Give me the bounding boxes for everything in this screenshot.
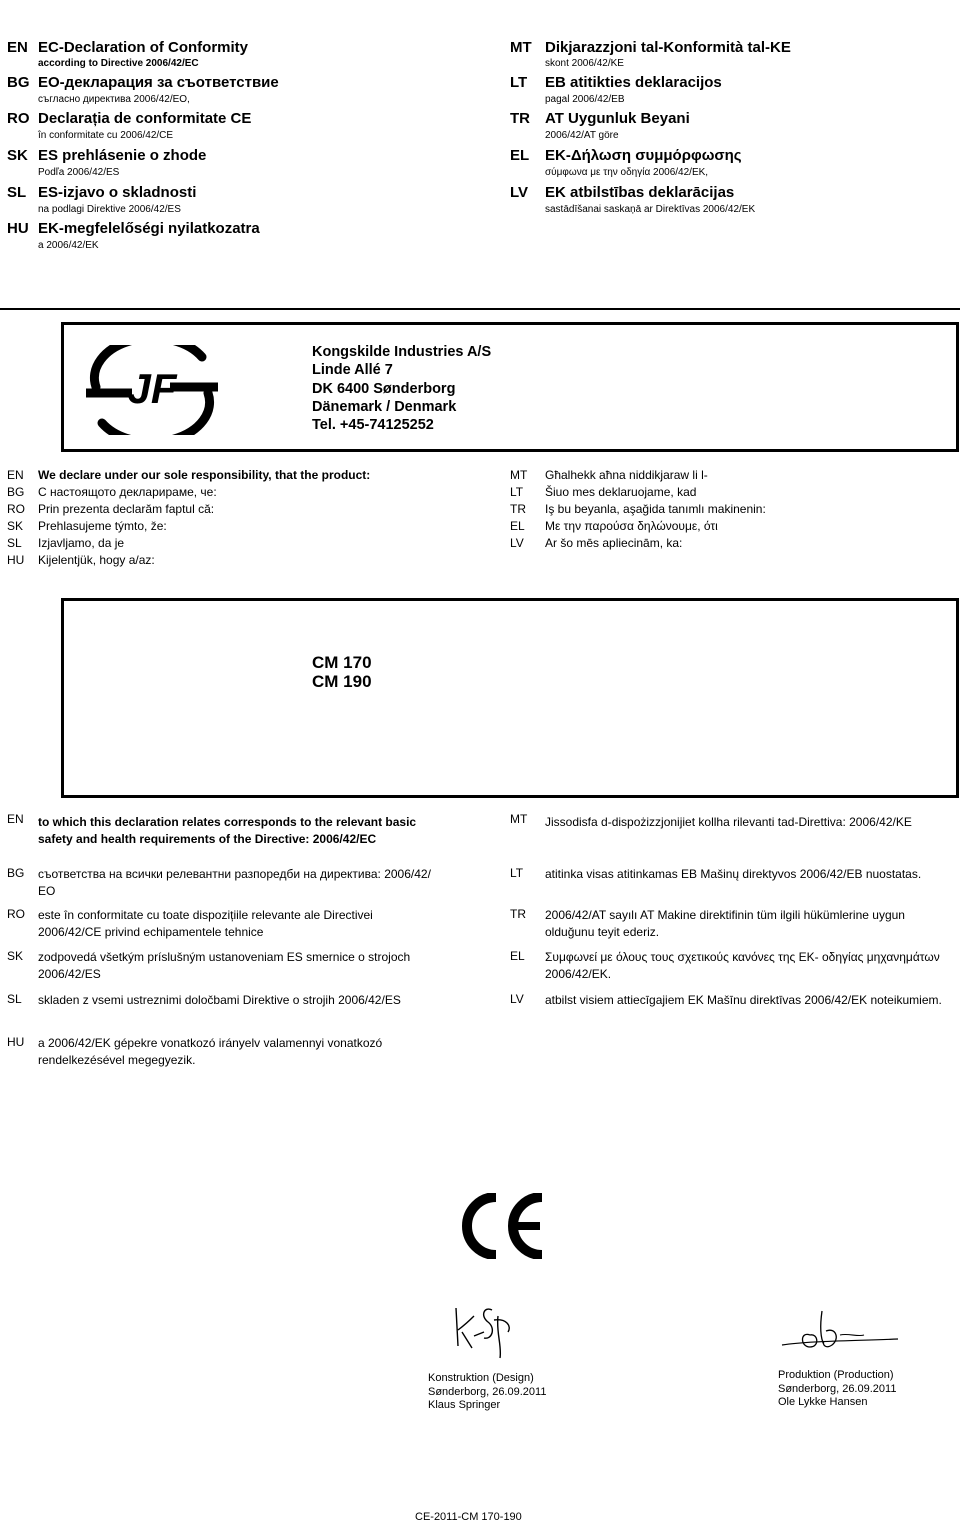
declaration-title: EB atitikties deklaracijos (545, 74, 722, 91)
relates-text: atbilst visiem attiecīgajiem EK Mašīnu direktīvas 2006/42/EK noteikumiem. (545, 993, 942, 1007)
signature-block-production (778, 1369, 896, 1410)
header-divider (0, 308, 960, 310)
signature-design (448, 1296, 528, 1360)
lang-code: BG (7, 485, 25, 499)
declare-text: Šiuo mes deklaruojame, kad (545, 485, 697, 499)
declaration-title: EK-megfelelőségi nyilatkozatra (38, 220, 260, 237)
signer-place-date: Sønderborg, 26.09.2011 (428, 1385, 547, 1398)
lang-code: SL (7, 536, 22, 550)
signature-production (778, 1305, 908, 1355)
company-logo (82, 345, 222, 435)
lang-code: TR (510, 110, 530, 127)
lang-code: MT (510, 812, 528, 826)
lang-code: EN (7, 39, 28, 56)
company-country: Dänemark / Denmark (312, 398, 457, 415)
declaration-subtitle: sastādīšanai saskaņā ar Direktīvas 2006/42/EK (545, 204, 756, 215)
declaration-title: Dikjarazzjoni tal-Konformità tal-KE (545, 39, 791, 56)
signer-name: Klaus Springer (428, 1399, 501, 1411)
relates-text: Συμφωνεί με όλους τους σχετικούς κανόνες της ΕΚ- οδηγίας μηχανημάτων 2006/42/ΕΚ. (545, 950, 940, 981)
signer-role: Konstruktion (Design) (428, 1372, 534, 1384)
lang-code: LV (510, 184, 529, 201)
declare-text: Prehlasujeme týmto, že: (38, 519, 167, 533)
declaration-title: EK atbilstības deklarācijas (545, 184, 735, 201)
lang-code: SL (7, 184, 27, 201)
declaration-subtitle: na podlagi Direktive 2006/42/ES (38, 204, 181, 215)
relates-text: a 2006/42/EK gépekre vonatkozó irányelv valamennyi vonatkozó rendelkezésével megegyezik. (38, 1036, 383, 1067)
declaration-title: ЕО-декларация за съответствие (38, 74, 279, 91)
lang-code: MT (510, 39, 532, 56)
lang-code: HU (7, 220, 29, 237)
lang-code: HU (7, 553, 25, 567)
lang-code: LV (510, 992, 524, 1006)
declaration-title: EC-Declaration of Conformity (38, 39, 249, 56)
company-street: Linde Allé 7 (312, 362, 393, 379)
relates-text: skladen z vsemi ustreznimi določbami Direktive o strojih 2006/42/ES (38, 993, 401, 1007)
lang-code: RO (7, 110, 30, 127)
lang-code: MT (510, 468, 528, 482)
declaration-subtitle: Podľa 2006/42/ES (38, 167, 120, 178)
declare-text: Iş bu beyanla, aşağida tanımlı makinenin: (545, 502, 766, 516)
company-phone: Tel. +45-74125252 (312, 417, 434, 434)
declaration-subtitle: în conformitate cu 2006/42/CE (38, 130, 174, 141)
relates-text: este în conformitate cu toate dispozițiile relevante ale Directivei 2006/42/CE privind echipamentele tehnice (38, 908, 373, 939)
lang-code: TR (510, 907, 526, 921)
declare-text: We declare under our sole responsibility, that the product: (38, 468, 371, 482)
signer-role: Produktion (Production) (778, 1369, 894, 1381)
lang-code: EN (7, 812, 24, 826)
declare-text: Prin prezenta declarăm faptul că: (38, 502, 215, 516)
declaration-subtitle: skont 2006/42/KE (545, 58, 624, 69)
relates-text: zodpovedá všetkým príslušným ustanoveniam ES smernice o strojoch 2006/42/ES (38, 950, 411, 981)
product-model: CM 190 (312, 672, 372, 691)
company-name: Kongskilde Industries A/S (312, 344, 492, 360)
declaration-subtitle: 2006/42/AT göre (545, 130, 619, 141)
relates-text: atitinka visas atitinkamas EB Mašinų direktyvos 2006/42/EB nuostatas. (545, 867, 922, 881)
signer-place-date: Sønderborg, 26.09.2011 (778, 1382, 897, 1395)
declaration-title: Declarația de conformitate CE (38, 110, 252, 127)
relates-text: Jissodisfa d-dispożizzjonijiet kollha rilevanti tad-Direttiva: 2006/42/KE (545, 815, 912, 829)
lang-code: SK (7, 949, 24, 963)
company-city: DK 6400 Sønderborg (312, 380, 456, 397)
lang-code: EL (510, 147, 530, 164)
declare-text: Izjavljamo, da je (38, 536, 125, 550)
logo-lettering: JF (127, 365, 177, 412)
declaration-title: ΕΚ-Δήλωση συμμόρφωσης (545, 147, 742, 164)
signature-block-design (428, 1372, 546, 1413)
declare-text: Με την παρούσα δηλώνουμε, ότι (545, 519, 718, 533)
declare-text: Ar šo mēs apliecinām, ka: (545, 536, 683, 550)
ce-mark-text: CE (493, 1220, 513, 1236)
signer-name: Ole Lykke Hansen (778, 1396, 868, 1408)
lang-code: HU (7, 1035, 25, 1049)
declaration-subtitle: σύμφωνα με την οδηγία 2006/42/ΕΚ, (545, 167, 709, 178)
declare-text: Kijelentjük, hogy a/az: (38, 553, 155, 567)
lang-code: RO (7, 907, 25, 921)
lang-code: BG (7, 866, 25, 880)
relates-text: 2006/42/AT sayılı AT Makine direktifinin tüm ilgili hükümlerine uygun olduğunu teyit ederiz. (545, 908, 905, 939)
declaration-subtitle: according to Directive 2006/42/EC (38, 58, 199, 69)
lang-code: RO (7, 502, 25, 516)
lang-code: BG (7, 74, 30, 91)
declaration-title: ES-izjavo o skladnosti (38, 184, 197, 201)
relates-text: to which this declaration relates corresponds to the relevant basic safety and health requirements of the Directive: 2006/42/EC (38, 815, 417, 846)
lang-code: EN (7, 468, 24, 482)
lang-code: TR (510, 502, 526, 516)
lang-code: EL (510, 519, 525, 533)
declaration-title: ES prehlásenie o zhode (38, 147, 207, 164)
declaration-title: AT Uygunluk Beyani (545, 110, 690, 127)
company-address (312, 343, 491, 434)
lang-code: SK (7, 147, 28, 164)
declaration-subtitle: съгласно директива 2006/42/ЕО, (38, 94, 190, 105)
declaration-subtitle: a 2006/42/EK (38, 240, 99, 251)
relates-text: съответства на всички релевантни разпоредби на директива: 2006/42/ЕО (38, 867, 431, 898)
lang-code: SK (7, 519, 24, 533)
document-code: CE-2011-CM 170-190 (415, 1511, 522, 1523)
declare-text: С настоящото декларираме, че: (38, 485, 217, 499)
product-model: CM 170 (312, 653, 372, 672)
declaration-subtitle: pagal 2006/42/EB (545, 94, 625, 105)
lang-code: LT (510, 74, 528, 91)
lang-code: EL (510, 949, 525, 963)
declare-text: Għalhekk aħna niddikjaraw li l- (545, 468, 708, 482)
lang-code: LT (510, 866, 524, 880)
lang-code: SL (7, 992, 22, 1006)
ce-mark (458, 1193, 548, 1259)
lang-code: LV (510, 536, 524, 550)
product-box (61, 598, 959, 798)
lang-code: LT (510, 485, 524, 499)
